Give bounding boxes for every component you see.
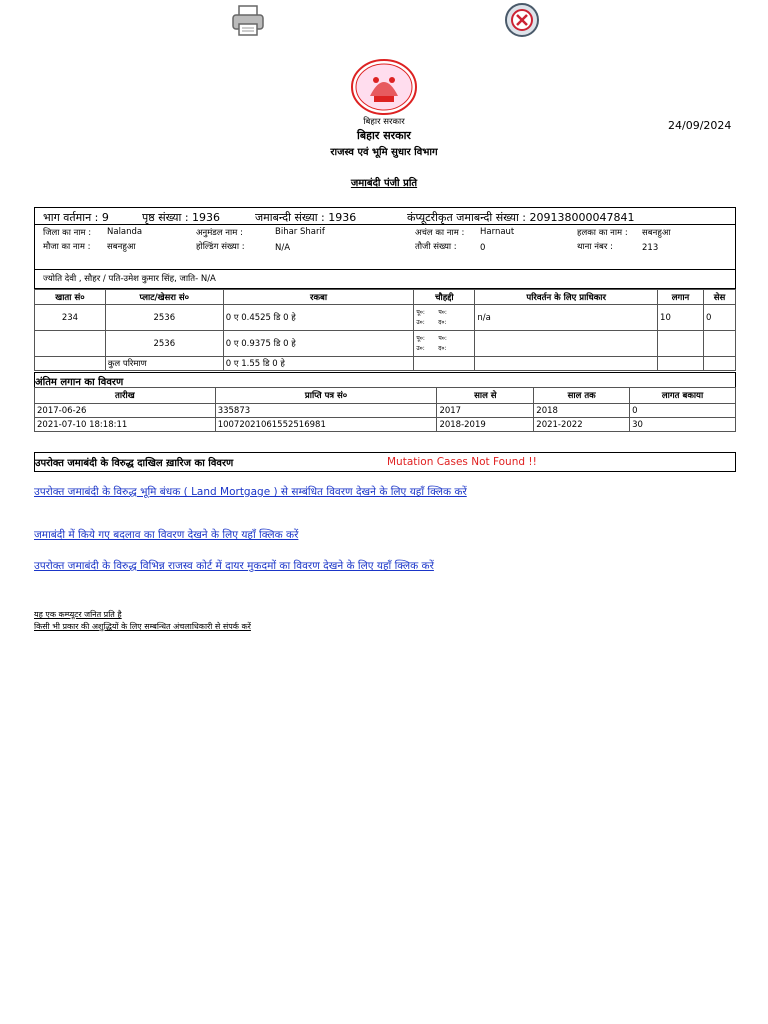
- col-plot: प्लाट/खेसरा सं०: [105, 290, 223, 305]
- thana-value: 213: [642, 243, 659, 253]
- col-year-from: साल से: [437, 388, 534, 404]
- table-row: 2536 0 ए 0.9375 डि 0 हे पू०: प०: उ०: द०:: [35, 331, 736, 357]
- printer-icon: [230, 2, 266, 38]
- tauzi-label: तौजी संख्या :: [415, 242, 457, 252]
- col-date: तारीख: [35, 388, 216, 404]
- jamabandi-changes-link[interactable]: जमाबंदी में किये गए बदलाव का विवरण देखने के लिए यहाँ क्लिक करें: [34, 529, 299, 541]
- chauhaddi-cell: पू०: प०: उ०: द०:: [414, 305, 475, 331]
- col-due: लागत बकाया: [630, 388, 736, 404]
- computer-generated-note: यह एक कम्प्यूटर जनित प्रति है: [34, 610, 122, 619]
- table-row: 2017-06-26 335873 2017 2018 0: [35, 404, 736, 418]
- logo-caption: बिहार सरकार: [363, 117, 405, 127]
- circle-label: अचंल का नाम :: [415, 228, 465, 238]
- page-title: जमाबंदी पंजी प्रति: [350, 178, 418, 189]
- court-cases-link[interactable]: उपरोक्त जमाबंदी के विरुद्ध विभिन्न राजस्व कोर्ट में दायर मुकदमों का विवरण देखने के लिए यहाँ क्लिक करें: [34, 560, 434, 572]
- record-details: [34, 207, 736, 289]
- col-ses: सेस: [703, 290, 735, 305]
- total-row: [35, 357, 736, 371]
- mutation-box: [34, 452, 736, 472]
- mauza-label: मौजा का नाम :: [43, 242, 91, 252]
- halka-label: हलका का नाम :: [577, 228, 628, 238]
- prishth-sankhya: पृष्ठ संख्या : 1936: [142, 211, 221, 224]
- table-row: 2021-07-10 18:18:11 10072021061552516981 2018-2019 2021-2022 30: [35, 418, 736, 432]
- mutation-status: Mutation Cases Not Found !!: [387, 456, 537, 468]
- col-receipt: प्राप्ति पत्र सं०: [215, 388, 437, 404]
- chauhaddi-cell: पू०: प०: उ०: द०:: [414, 331, 475, 357]
- jamabandi-sankhya: जमाबन्दी संख्या : 1936: [255, 211, 357, 224]
- govt-name: बिहार सरकार: [357, 129, 411, 142]
- thana-label: थाना नंबर :: [577, 242, 613, 252]
- bhag-vartaman: भाग वर्तमान : 9: [43, 211, 109, 224]
- mutation-label: उपरोक्त जमाबंदी के विरुद्ध दाखिल ख़ारिज का विवरण: [35, 458, 234, 469]
- col-chauhaddi: चौहद्दी: [414, 290, 475, 305]
- district-label: जिला का नाम :: [43, 228, 92, 238]
- close-circle-icon: [504, 2, 540, 38]
- print-date: 24/09/2024: [668, 119, 732, 132]
- subdivision-value: Bihar Sharif: [275, 227, 325, 237]
- col-authority: परिवर्तन के लिए प्राधिकार: [475, 290, 658, 305]
- contact-note: किसी भी प्रकार की अशुद्धियों के लिए सम्बन्धित अंचलाधिकारी से संपर्क करें: [34, 622, 251, 631]
- holding-label: होल्डिंग संख्या :: [196, 242, 245, 252]
- print-button[interactable]: [228, 0, 268, 40]
- mauza-value: सबनहुआ: [107, 242, 136, 252]
- tauzi-value: 0: [480, 243, 486, 253]
- land-mortgage-link[interactable]: उपरोक्त जमाबंदी के विरुद्ध भूमि बंधक ( Land Mortgage ) से सम्बंधित विवरण देखने के लिए यहाँ क्लिक करें: [34, 486, 467, 498]
- total-label: कुल परिमाण: [105, 357, 223, 371]
- table-row: 234 2536 0 ए 0.4525 डि 0 हे पू०: प०: उ०: द०: n/a 10 0: [35, 305, 736, 331]
- district-value: Nalanda: [107, 227, 143, 237]
- holding-value: N/A: [275, 243, 291, 253]
- col-lagan: लगान: [658, 290, 704, 305]
- owner-details: ज्योति देवी , सौहर / पति-उमेश कुमार सिंह, जाति- N/A: [43, 274, 216, 284]
- total-value: 0 ए 1.55 डि 0 हे: [223, 357, 414, 371]
- bihar-govt-emblem: [350, 58, 418, 116]
- halka-value: सबनहुआ: [642, 228, 671, 238]
- circle-value: Harnaut: [480, 227, 515, 237]
- subdivision-label: अनुमंडल नाम :: [196, 228, 243, 238]
- col-rakba: रकबा: [223, 290, 414, 305]
- close-button[interactable]: [502, 0, 542, 40]
- dept-name: राजस्व एवं भूमि सुधार विभाग: [330, 147, 438, 158]
- computerized-jamabandi: कंप्यूटरीकृत जमाबन्दी संख्या : 209138000047841: [407, 211, 635, 224]
- col-year-to: साल तक: [534, 388, 630, 404]
- rent-table: [34, 387, 736, 432]
- rent-section-title: अंतिम लगान का विवरण: [35, 377, 124, 388]
- land-table: [34, 289, 736, 371]
- col-khata: खाता सं०: [35, 290, 106, 305]
